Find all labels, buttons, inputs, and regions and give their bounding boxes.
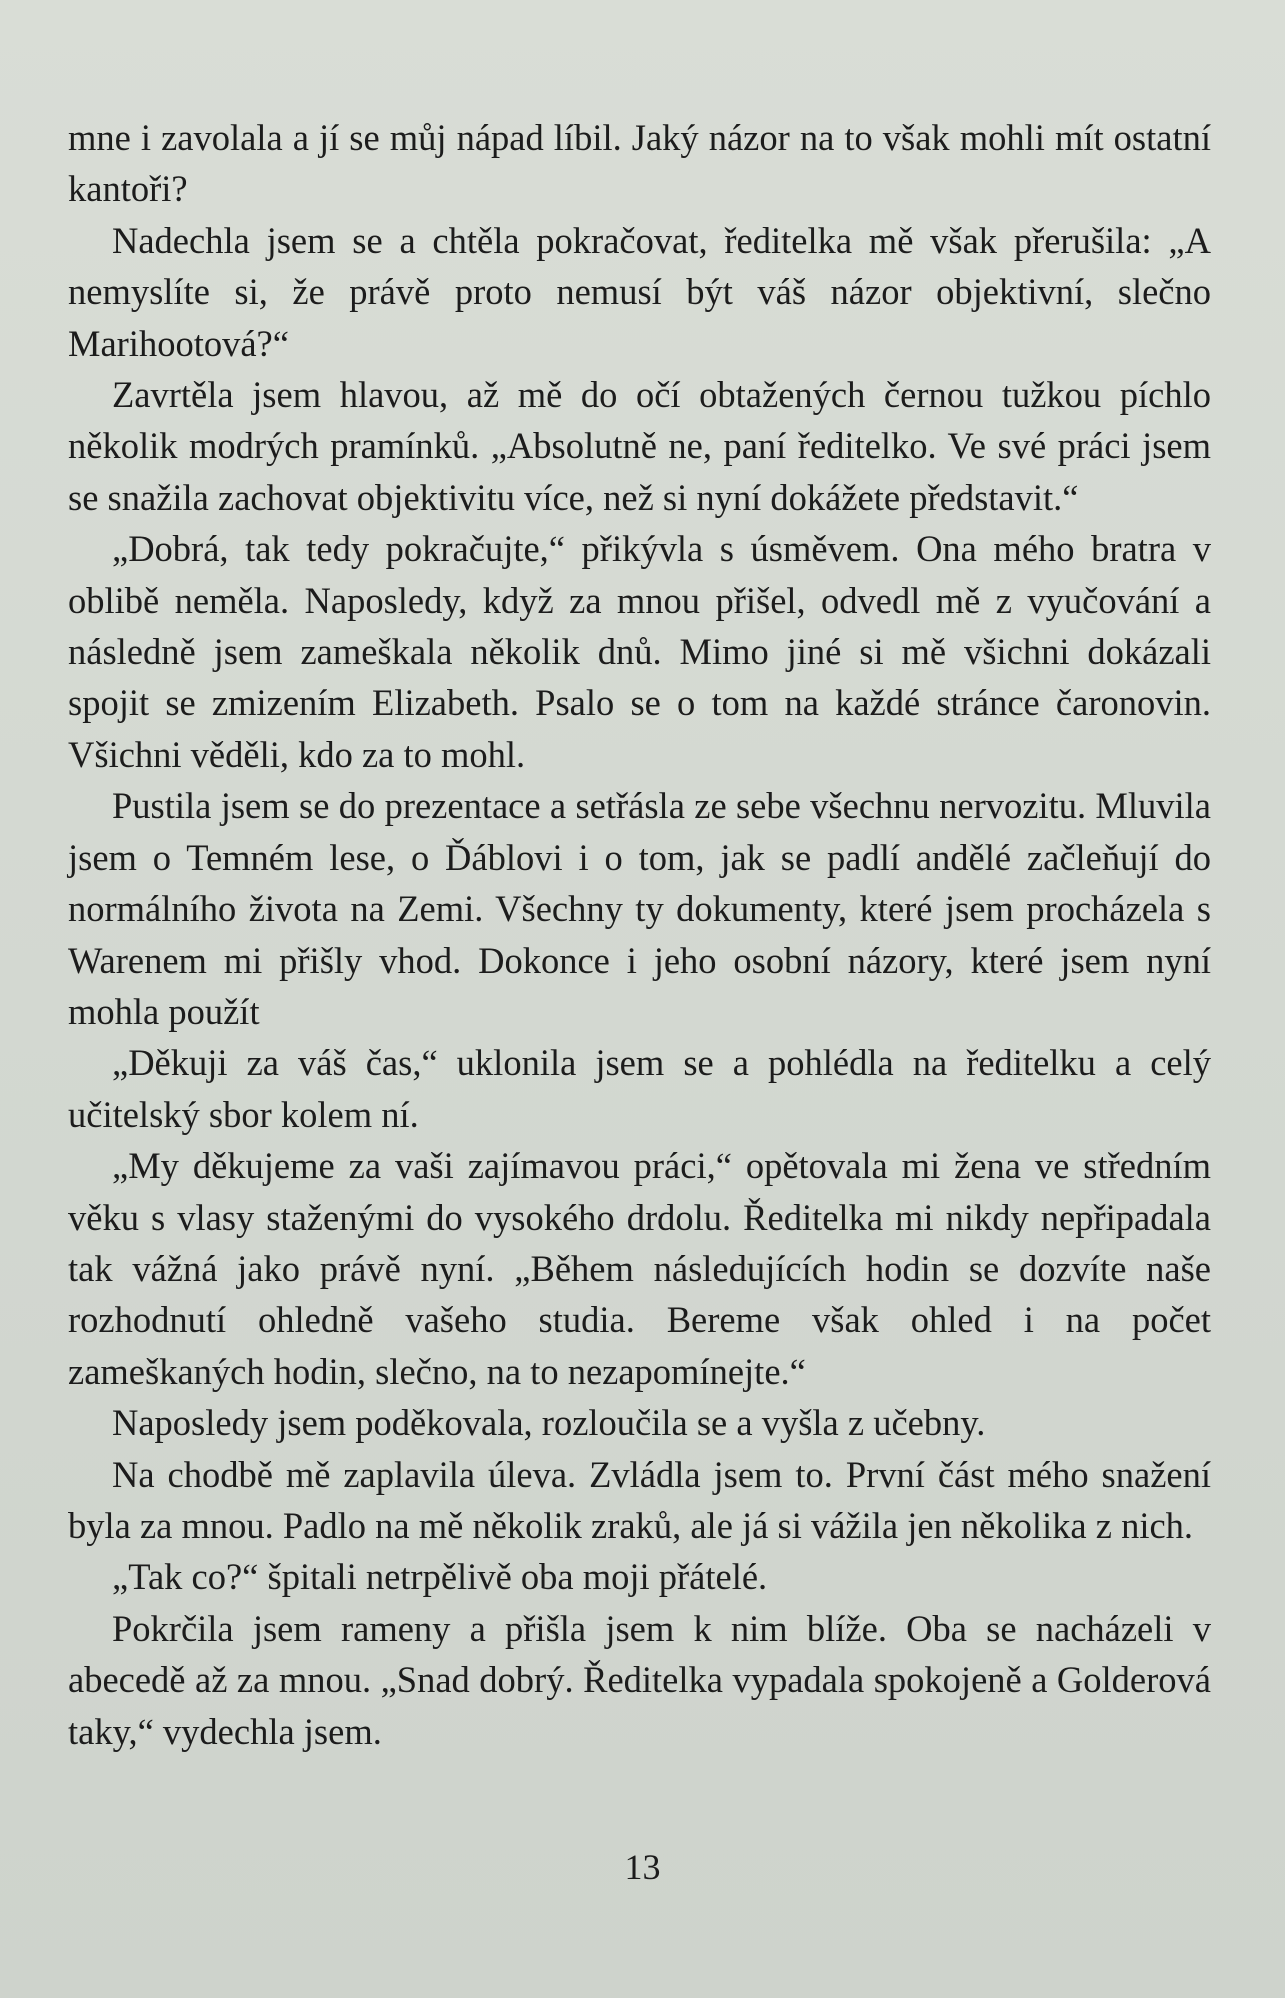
paragraph: „My děkujeme za vaši zajímavou práci,“ opětovala mi žena ve středním věku s vlasy staženými do vysokého drdolu. Ředitelka mi nikdy nepřipadala tak vážná jako právě nyní. „Během následujících hodin se dozvíte naše rozhodnutí ohledně vašeho studia. Bereme však ohled i na počet zameškaných hodin, slečno, na to nezapomínejte.“: [68, 1145, 1211, 1392]
paragraph: mne i zavolala a jí se můj nápad líbil. Jaký názor na to však mohli mít ostatní kantoři?: [68, 117, 1211, 210]
paragraph: „Děkuji za váš čas,“ uklonila jsem se a pohlédla na ředitelku a celý učitelský sbor kolem ní.: [68, 1042, 1211, 1135]
body-text: [68, 112, 1211, 1757]
paragraph: Naposledy jsem poděkovala, rozloučila se a vyšla z učebny.: [112, 1402, 986, 1444]
paragraph: „Tak co?“ špitali netrpělivě oba moji přátelé.: [112, 1556, 768, 1598]
page-number: 13: [624, 1847, 661, 1887]
paragraph: Na chodbě mě zaplavila úleva. Zvládla jsem to. První část mého snažení byla za mnou. Padlo na mě několik zraků, ale já si vážila jen několika z nich.: [68, 1453, 1211, 1546]
paragraph: Pokrčila jsem rameny a přišla jsem k nim blíže. Oba se nacházeli v abecedě až za mnou. „Snad dobrý. Ředitelka vypadala spokojeně a Golderová taky,“ vydechla jsem.: [68, 1607, 1211, 1752]
paragraph: Nadechla jsem se a chtěla pokračovat, ředitelka mě však přerušila: „A nemyslíte si, že právě proto nemusí být váš názor objektivní, slečno Marihootová?“: [68, 219, 1211, 364]
paragraph: Zavrtěla jsem hlavou, až mě do očí obtažených černou tužkou píchlo několik modrých pramínků. „Absolutně ne, paní ředitelko. Ve své práci jsem se snažila zachovat objektivitu více, než si nyní dokážete představit.“: [68, 374, 1211, 518]
paragraph: Pustila jsem se do prezentace a setřásla ze sebe všechnu nervozitu. Mluvila jsem o Temném lese, o Ďáblovi i o tom, jak se padlí andělé začleňují do normálního života na Zemi. Všechny ty dokumenty, které jsem procházela s Warenem mi přišly vhod. Dokonce i jeho osobní názory, které jsem nyní mohla použít: [68, 785, 1211, 1032]
paragraph: „Dobrá, tak tedy pokračujte,“ přikývla s úsměvem. Ona mého bratra v oblibě neměla. Naposledy, když za mnou přišel, odvedl mě z vyučování a následně jsem zameškala několik dnů. Mimo jiné si mě všichni dokázali spojit se zmizením Elizabeth. Psalo se o tom na každé stránce čaronovin. Všichni věděli, kdo za to mohl.: [68, 528, 1211, 775]
